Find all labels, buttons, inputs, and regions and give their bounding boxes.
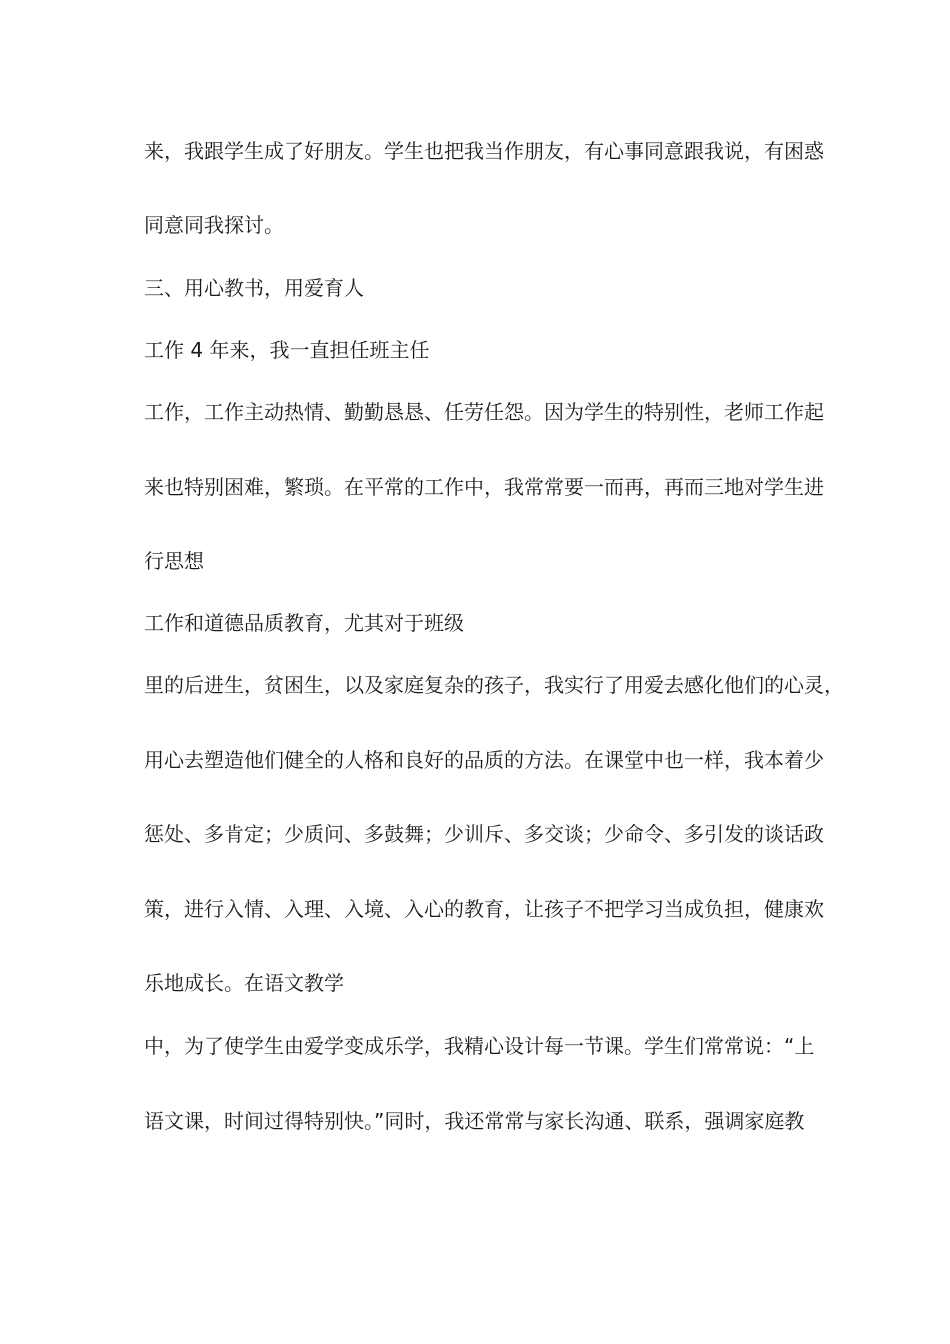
text-line: 来也特别困难，繁琐。在平常的工作中，我常常要一而再，再而三地对学生进 bbox=[144, 475, 824, 499]
text-line: 行思想 bbox=[144, 549, 204, 573]
text-line: 用心去塑造他们健全的人格和良好的品质的方法。在课堂中也一样，我本着少 bbox=[144, 748, 824, 772]
text-line: 中，为了使学生由爱学变成乐学，我精心设计每一节课。学生们常常说：“上 bbox=[144, 1034, 815, 1058]
text-line: 里的后进生，贫困生，以及家庭复杂的孩子，我实行了用爱去感化他们的心灵， bbox=[144, 673, 844, 697]
section-heading: 三、用心教书，用爱育人 bbox=[144, 276, 364, 300]
text-line: 惩处、多肯定；少质问、多鼓舞；少训斥、多交谈；少命令、多引发的谈话政 bbox=[144, 822, 824, 846]
text-line: 来，我跟学生成了好朋友。学生也把我当作朋友，有心事同意跟我说，有困惑 bbox=[144, 139, 824, 163]
text-line: 同意同我探讨。 bbox=[144, 213, 284, 237]
text-line: 策，进行入情、入理、入境、入心的教育，让孩子不把学习当成负担，健康欢 bbox=[144, 897, 824, 921]
text-line: 乐地成长。在语文教学 bbox=[144, 971, 344, 995]
text-line: 工作，工作主动热情、勤勤恳恳、任劳任怨。因为学生的特别性，老师工作起 bbox=[144, 400, 824, 424]
text-line: 语文课，时间过得特别快。”同时，我还常常与家长沟通、联系，强调家庭教 bbox=[144, 1109, 805, 1133]
text-line: 工作 4 年来，我一直担任班主任 bbox=[144, 338, 430, 362]
text-line: 工作和道德品质教育，尤其对于班级 bbox=[144, 611, 464, 635]
